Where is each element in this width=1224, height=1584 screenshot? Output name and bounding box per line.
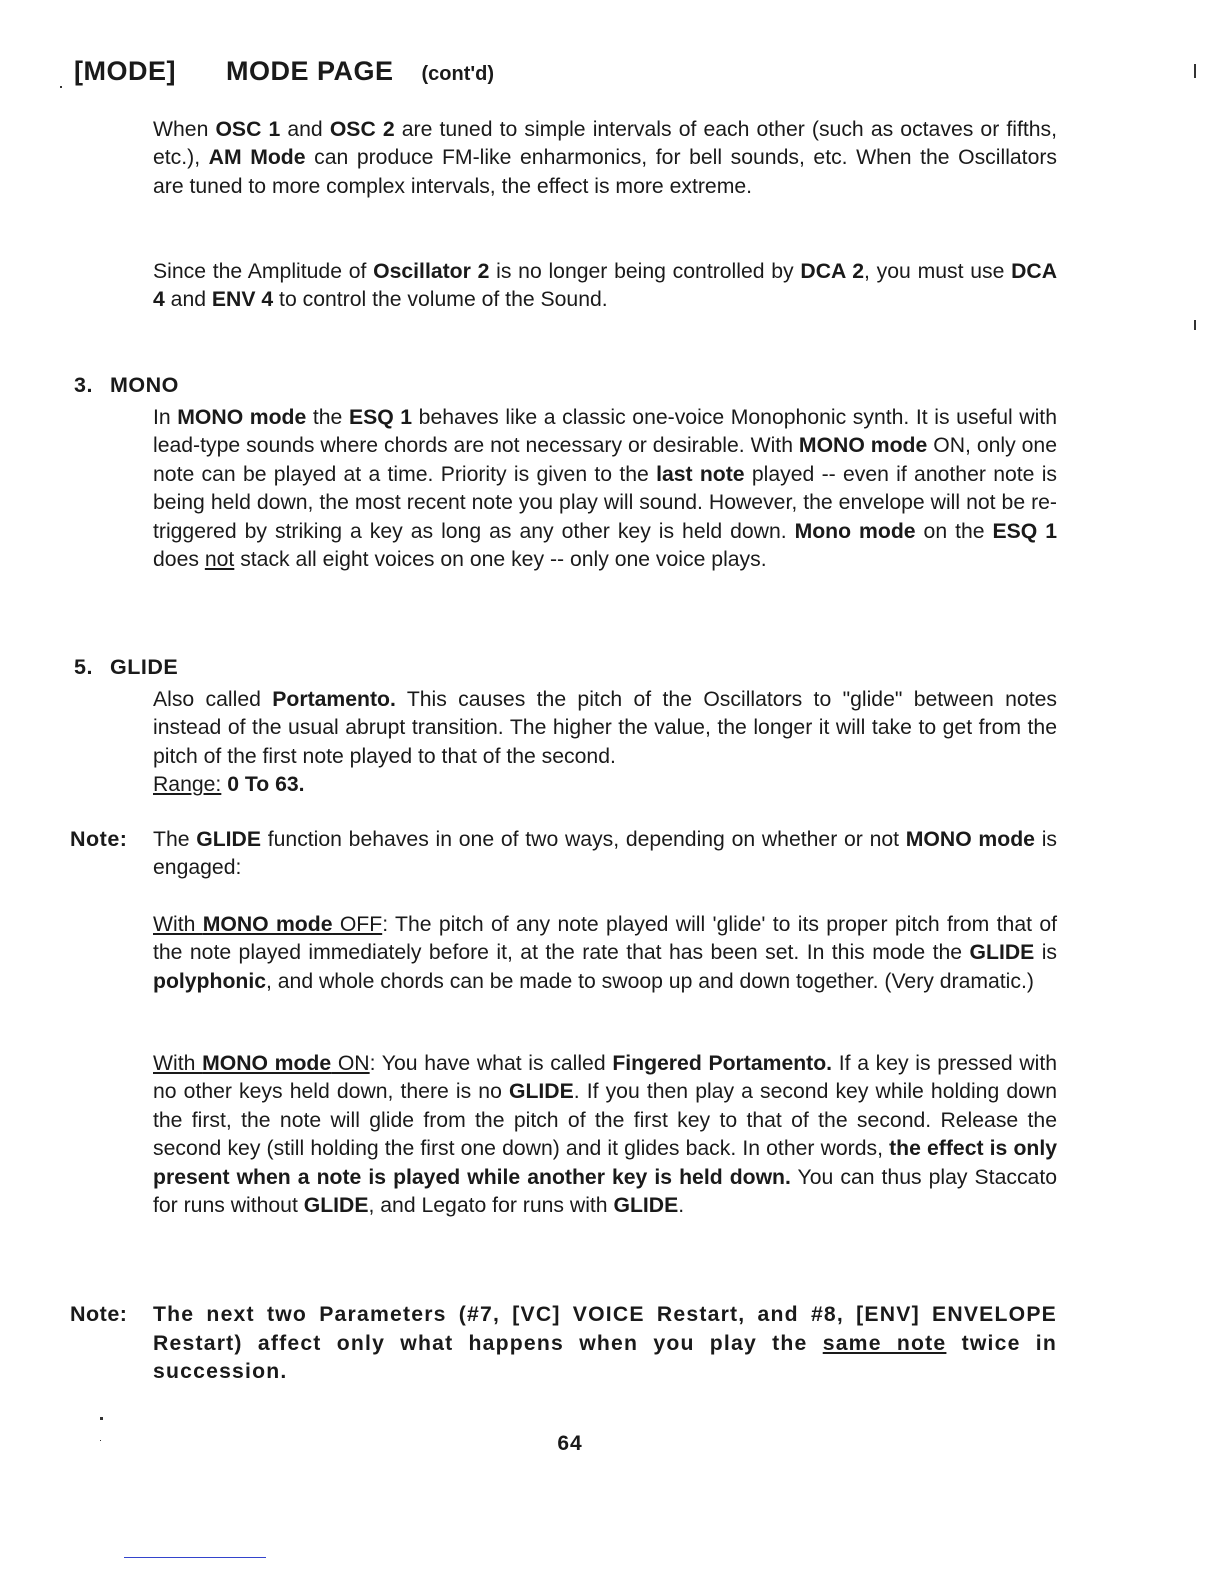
glide-note-paragraph: The GLIDE function behaves in one of two ways, depending on whether or not MONO mode is engaged: xyxy=(153,828,1057,880)
glide-paragraph: Also called Portamento. This causes the pitch of the Oscillators to "glide" between notes instead of the usual abrupt transition. The higher the value, the longer it will take to get from the pitch of the first note played to that of the second. Range: 0 To 63. xyxy=(153,688,1057,797)
note-label-1: Note: xyxy=(70,827,128,851)
mono-on-paragraph: With MONO mode ON: You have what is called Fingered Portamento. If a key is pressed with no other keys held down, there is no GLIDE. If you then play a second key while holding down the first, the note will glide from the pitch of the first key to that of the second. Release the second key (still holding the first one down) and it glides back. In other words, the effect is only present when a note is played while another key is held down. You can thus play Staccato for runs without GLIDE, and Legato for runs with GLIDE. xyxy=(153,1052,1058,1218)
mono-off-paragraph: With MONO mode OFF: The pitch of any note played will 'glide' to its proper pitch from that of the note played immediately before it, at the rate that has been set. In this mode the GLIDE is polyphonic, and whole chords can be made to swoop up and down together. (Very dramatic.) xyxy=(153,913,1057,993)
note-label-2: Note: xyxy=(70,1302,128,1326)
restart-note-paragraph: The next two Parameters (#7, [VC] VOICE Restart, and #8, [ENV] ENVELOPE Restart) affect only what happens when you play the same note twice in succession. xyxy=(153,1303,1057,1384)
continued-label: (cont'd) xyxy=(421,63,495,85)
page-number: 64 xyxy=(557,1432,583,1455)
am-mode-paragraph-2: Since the Amplitude of Oscillator 2 is no longer being controlled by DCA 2, you must use DCA 4 and ENV 4 to control the volume of the Sound. xyxy=(153,260,1058,312)
page-title: MODE PAGE xyxy=(225,56,394,86)
scan-mark xyxy=(60,86,62,88)
range-value: 0 To 63. xyxy=(227,773,305,797)
scan-line xyxy=(124,1557,266,1558)
mono-heading: 3. MONO xyxy=(74,373,179,397)
scan-mark xyxy=(100,1440,101,1441)
am-mode-paragraph-1: When OSC 1 and OSC 2 are tuned to simple intervals of each other (such as octaves or fifths, etc.), AM Mode can produce FM-like enharmonics, for bell sounds, etc. When the Oscillators are tuned to more complex intervals, the effect is more extreme. xyxy=(153,118,1057,198)
scan-mark xyxy=(100,1417,103,1420)
scan-mark xyxy=(1194,64,1196,78)
scan-mark xyxy=(1194,320,1196,330)
range-label: Range: xyxy=(153,773,222,797)
mono-paragraph: In MONO mode the ESQ 1 behaves like a classic one-voice Monophonic synth. It is useful with lead-type sounds where chords are not necessary or desirable. With MONO mode ON, only one note can be played at a time. Priority is given to the last note played -- even if another note is being held down, the most recent note you play will sound. However, the envelope will not be re-triggered by striking a key as long as any other key is held down. Mono mode on the ESQ 1 does not stack all eight voices on one key -- only one voice plays. xyxy=(153,406,1058,572)
mode-tag: [MODE] xyxy=(74,56,176,86)
glide-heading: 5. GLIDE xyxy=(74,655,179,679)
page-header xyxy=(74,56,494,87)
